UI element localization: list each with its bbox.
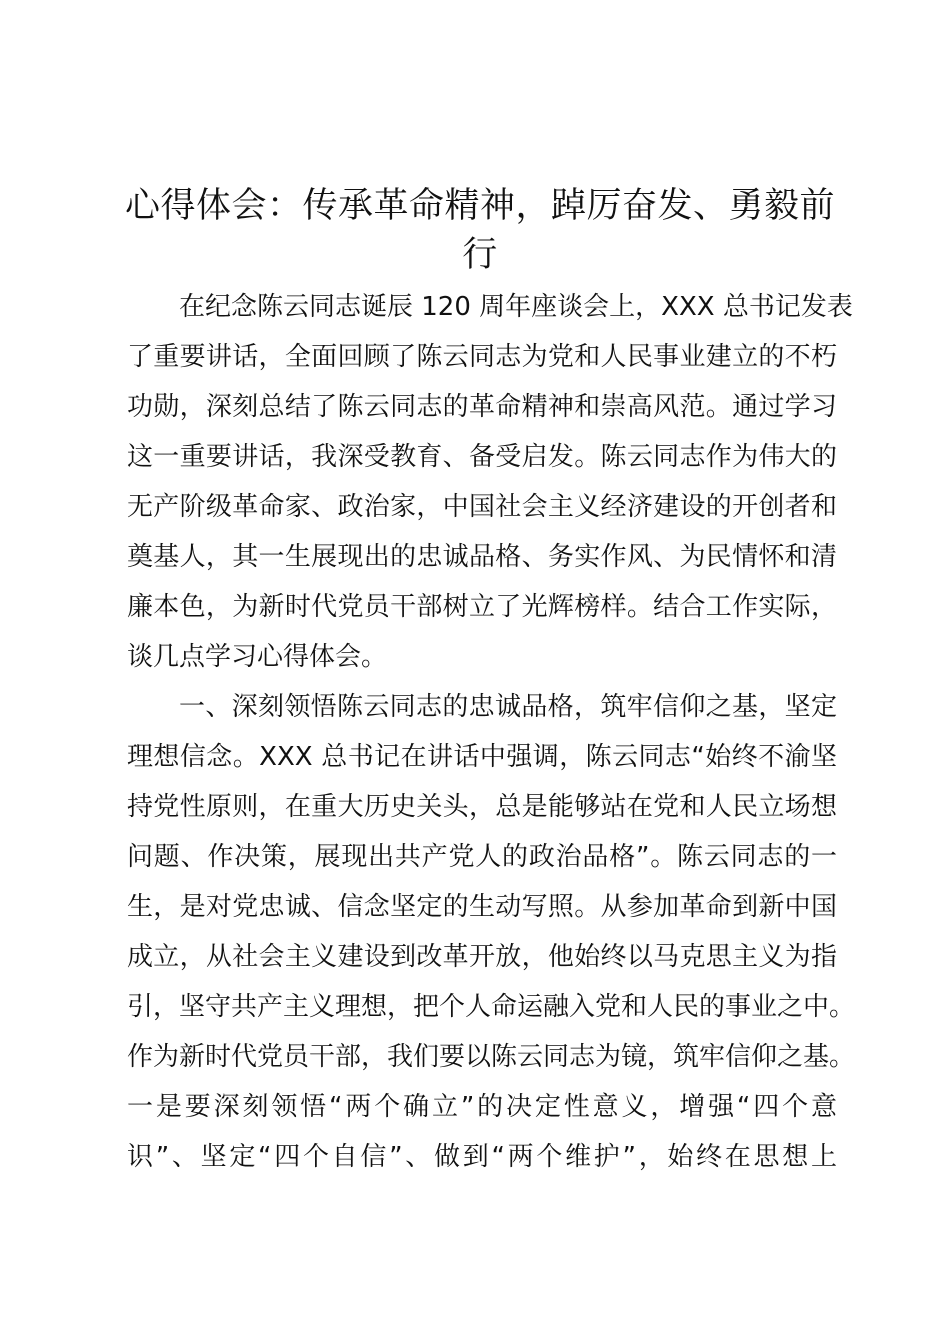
text-line: 一、深刻领悟陈云同志的忠诚品格，筑牢信仰之基，坚定 xyxy=(179,692,837,722)
text-line: 成立，从社会主义建设到改革开放，他始终以马克思主义为指 xyxy=(127,942,837,972)
text-line: 无产阶级革命家、政治家，中国社会主义经济建设的开创者和 xyxy=(127,492,837,522)
text-line: 引，坚守共产主义理想，把个人命运融入党和人民的事业之中。 xyxy=(127,992,856,1022)
paragraph-section-one xyxy=(127,682,856,1182)
title-line-1: 心得体会：传承革命精神，踔厉奋发、勇毅前 xyxy=(124,186,835,226)
text-line: 持党性原则，在重大历史关头，总是能够站在党和人民立场想 xyxy=(127,792,837,822)
text-line: 这一重要讲话，我深受教育、备受启发。陈云同志作为伟大的 xyxy=(127,442,837,472)
document-body xyxy=(127,282,856,1182)
text-line: 了重要讲话，全面回顾了陈云同志为党和人民事业建立的不朽 xyxy=(127,342,837,372)
text-line: 问题、作决策，展现出共产党人的政治品格”。陈云同志的一 xyxy=(127,842,837,872)
text-line: 生，是对党忠诚、信念坚定的生动写照。从参加革命到新中国 xyxy=(127,892,837,922)
text-line: 功勋，深刻总结了陈云同志的革命精神和崇高风范。通过学习 xyxy=(127,392,837,422)
document-title xyxy=(110,182,850,280)
text-line: 识”、坚定“四个自信”、做到“两个维护”，始终在思想上 xyxy=(127,1142,837,1172)
title-line-2: 行 xyxy=(462,235,498,275)
text-line: 理想信念。XXX 总书记在讲话中强调，陈云同志“始终不渝坚 xyxy=(127,742,837,772)
text-line: 奠基人，其一生展现出的忠诚品格、务实作风、为民情怀和清 xyxy=(127,542,837,572)
text-line: 谈几点学习心得体会。 xyxy=(127,642,388,672)
paragraph-intro xyxy=(127,282,853,682)
text-line: 作为新时代党员干部，我们要以陈云同志为镜，筑牢信仰之基。 xyxy=(127,1042,856,1072)
text-line: 廉本色，为新时代党员干部树立了光辉榜样。结合工作实际， xyxy=(127,592,837,622)
text-line: 一是要深刻领悟“两个确立”的决定性意义，增强“四个意 xyxy=(127,1092,837,1122)
text-line: 在纪念陈云同志诞辰 120 周年座谈会上，XXX 总书记发表 xyxy=(179,292,853,322)
